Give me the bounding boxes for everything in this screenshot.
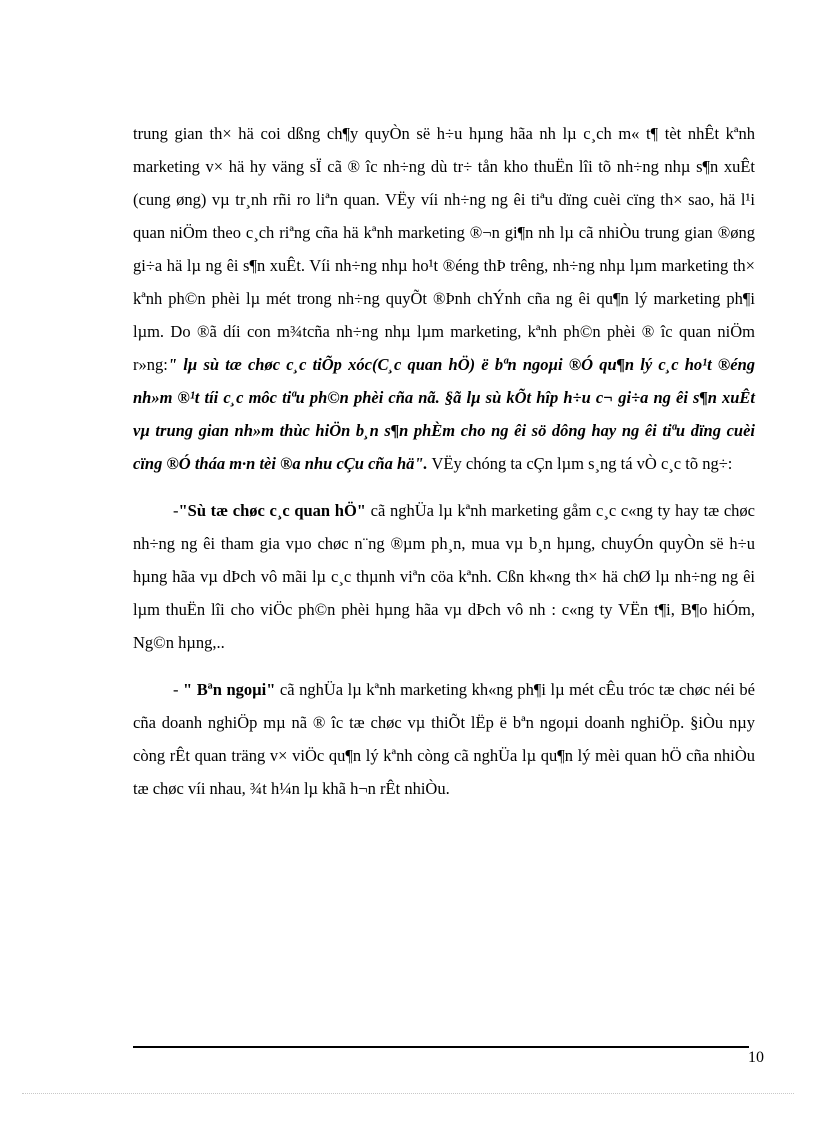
paragraph-2 — [133, 494, 755, 659]
paragraph-1-text: trung gian th× hä coi dßng ch¶y quyÒn së h÷u hµng hãa nh lµ c¸ch m« t¶ tèt nhÊt kªnh marketing v× hä hy väng sÏ cã ® îc nh÷ng dù tr÷ tån kho thuËn lîi tõ nh÷ng nhµ s¶n xuÊt (cung øng) vµ tr¸nh rñi ro liªn quan. VËy víi nh÷ng ng êi tiªu dïng cuèi cïng th× sao, hä l¹i quan niÖm theo c¸ch riªng cña hä kªnh marketing ®¬n gi¶n nh lµ cã nhiÒu trung gian ®øng gi÷a hä lµ ng êi s¶n xuÊt. Víi nh÷ng nhµ ho¹t ®éng thÞ trêng, nh÷ng nhµ lµm marketing th× kªnh ph©n phèi lµ mét trong nh÷ng quyÕt ®Þnh chÝnh cña ng êi qu¶n lý marketing ph¶i lµm. Do ®ã díi con m¾tcña nh÷ng nhµ lµm marketing, kªnh ph©n phèi ® îc quan niÖm r»ng: — [133, 124, 755, 374]
page-number: 10 — [748, 1049, 764, 1066]
term-organization-relations: "Sù tæ chøc c¸c quan hÖ" — [178, 501, 366, 520]
paragraph-2-text: cã nghÜa lµ kªnh marketing gåm c¸c c«ng ty hay tæ chøc nh÷ng ng êi tham gia vµo chøc n¨ng ®µm ph¸n, mua vµ b¸n hµng, chuyÓn quyÒn së h÷u hµng hãa vµ dÞch vô mãi lµ c¸c thµnh viªn cöa kªnh. Cßn kh«ng th× hä chØ lµ nh÷ng ng êi lµm thuËn lîi cho viÖc ph©n phèi hµng hãa vµ dÞch vô nh : c«ng ty VËn t¶i, B¶o hiÓm, Ng©n hµng,.. — [133, 501, 755, 652]
term-external: " Bªn ngoµi" — [183, 680, 276, 699]
footer-divider — [133, 1046, 749, 1048]
paragraph-3 — [133, 673, 755, 805]
page-edge-dotted-line — [22, 1093, 794, 1094]
paragraph-1-tail: VËy chóng ta cÇn lµm s¸ng tá vÒ c¸c tõ ng÷: — [427, 454, 733, 473]
paragraph-1 — [133, 117, 755, 480]
paragraph-3-text: cã nghÜa lµ kªnh marketing kh«ng ph¶i lµ mét cÊu tróc tæ chøc néi bé cña doanh nghiÖp mµ nã ® îc tæ chøc vµ thiÕt lËp ë bªn ngoµi doanh nghiÖp. §iÒu nµy còng rÊt quan träng v× viÖc qu¶n lý kªnh còng cã nghÜa lµ qu¶n lý mèi quan hÖ cña nhiÒu tæ chøc víi nhau, ¾t h¼n lµ khã h¬n rÊt nhiÒu. — [133, 680, 755, 798]
channel-definition-quote: " lµ sù tæ chøc c¸c tiÕp xóc(C¸c quan hÖ) ë bªn ngoµi ®Ó qu¶n lý c¸c ho¹t ®éng nh»m ®¹t tíi c¸c môc tiªu ph©n phèi cña nã. §ã lµ sù kÕt hîp h÷u c¬ gi÷a ng êi s¶n xuÊt vµ trung gian nh»m thùc hiÖn b¸n s¶n phÈm cho ng êi sö dông hay ng êi tiªu dïng cuèi cïng ®Ó tháa m·n tèi ®a nhu cÇu cña hä". — [133, 355, 755, 473]
body-text — [133, 117, 755, 805]
paragraph-2-dash: - — [173, 501, 179, 520]
paragraph-3-dash: - — [173, 680, 184, 699]
